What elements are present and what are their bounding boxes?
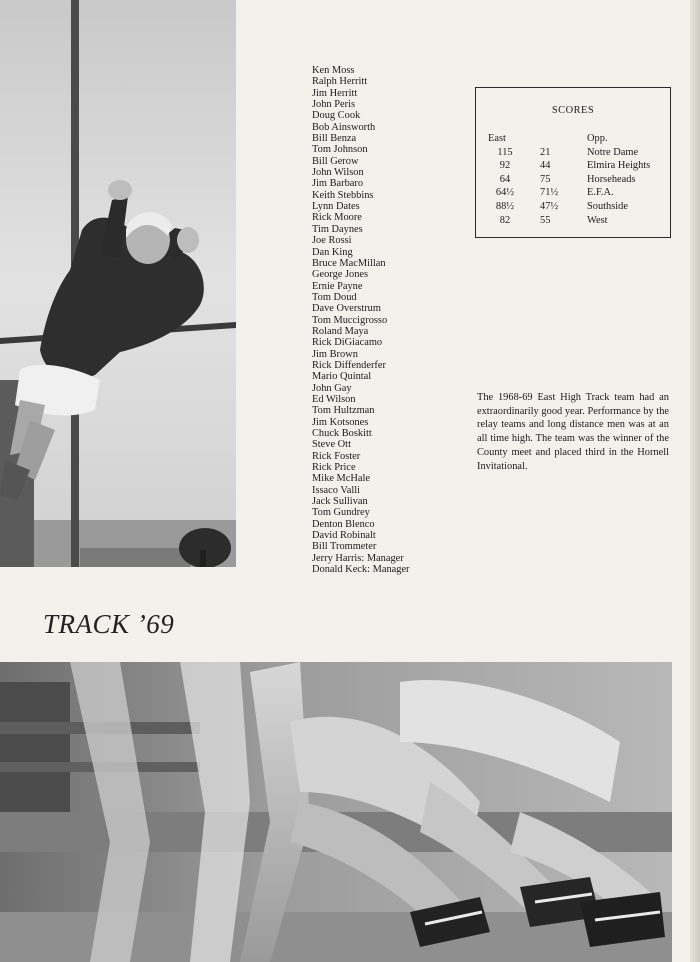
scores-header: [476, 133, 670, 147]
score-opp: 55: [540, 214, 551, 226]
score-east: 88½: [495, 200, 515, 212]
roster-name: Mario Quintal: [312, 371, 372, 383]
roster-name: John Gay: [312, 382, 352, 394]
score-east: 64: [499, 173, 511, 185]
roster-name: Rick Moore: [312, 212, 362, 224]
score-row: [476, 147, 670, 161]
roster-name: Bill Trommeter: [312, 541, 377, 553]
roster-name: Jim Brown: [312, 348, 358, 360]
score-row: [476, 187, 670, 201]
roster-name: Tim Daynes: [312, 223, 363, 235]
score-row: [476, 160, 670, 174]
roster-name: Joe Rossi: [312, 235, 352, 247]
roster-name: Ken Moss: [312, 65, 355, 76]
roster-name: Keith Stebbins: [312, 189, 374, 201]
roster-name: Jim Kotsones: [312, 416, 369, 428]
roster-name: Chuck Boskitt: [312, 428, 372, 439]
roster-name: Dan King: [312, 246, 353, 258]
roster-name: Bruce MacMillan: [312, 257, 386, 269]
score-east: 92: [499, 160, 511, 172]
score-opp: 47½: [540, 200, 559, 212]
score-row: [476, 174, 670, 188]
score-opponent: Horseheads: [587, 173, 636, 185]
score-row: [476, 201, 670, 215]
header-east: East: [488, 133, 506, 144]
team-roster: [312, 65, 462, 575]
roster-name: Jerry Harris: Manager: [312, 552, 404, 564]
roster-name: George Jones: [312, 269, 369, 281]
roster-name: Rick DiGiacamo: [312, 337, 383, 349]
roster-name: Dave Overstrum: [312, 303, 381, 315]
roster-name: Steve Ott: [312, 439, 351, 451]
score-east: 64½: [495, 187, 515, 199]
roster-name: Jack Sullivan: [312, 496, 368, 508]
score-opponent: Elmira Heights: [587, 160, 651, 172]
score-east: 82: [499, 214, 511, 226]
roster-name: Doug Cook: [312, 110, 361, 122]
score-opp: 71½: [540, 187, 559, 199]
roster-name: Bob Ainsworth: [312, 121, 376, 133]
score-opponent: Notre Dame: [587, 146, 639, 158]
roster-name: Jim Barbaro: [312, 178, 364, 190]
section-title: TRACK ’69: [43, 609, 175, 639]
roster-name: David Robinalt: [312, 530, 376, 542]
roster-name: Tom Muccigrosso: [312, 314, 388, 326]
roster-name: Lynn Dates: [312, 201, 360, 213]
roster-name: Bill Gerow: [312, 155, 359, 167]
roster-name: Issaco Valli: [312, 484, 360, 496]
roster-name: Ernie Payne: [312, 280, 363, 292]
season-summary: The 1968-69 East High Track team had an extraordinarily good year. Performance by the relay teams and long distance men was at an all time high. The team was the winner of the County meet and placed third in the Hornell Invitational.: [477, 392, 669, 472]
score-opponent: E.F.A.: [587, 187, 614, 199]
roster-name: Denton Blenco: [312, 518, 375, 530]
score-opp: 75: [540, 173, 551, 185]
roster-name: Roland Maya: [312, 325, 369, 337]
roster-name: Rick Price: [312, 462, 356, 474]
roster-name: Tom Gundrey: [312, 507, 370, 519]
roster-name: John Peris: [312, 99, 356, 111]
roster-name: Tom Johnson: [312, 144, 368, 156]
roster-name: Rick Diffenderfer: [312, 359, 386, 371]
pole-vault-illustration: [0, 0, 236, 567]
roster-name: Mike McHale: [312, 473, 370, 485]
runners-legs-photo: [0, 662, 672, 962]
roster-name: John Wilson: [312, 167, 364, 179]
roster-name: Donald Keck: Manager: [312, 564, 410, 576]
header-opp: Opp.: [587, 133, 608, 144]
page-edge: [690, 0, 700, 962]
roster-name: Ralph Herritt: [312, 76, 368, 88]
roster-name: Tom Hultzman: [312, 405, 375, 417]
scores-title: SCORES: [551, 105, 595, 116]
roster-name: Bill Benza: [312, 133, 357, 145]
score-east: 115: [497, 146, 513, 158]
score-opp: 21: [540, 146, 551, 158]
score-opp: 44: [540, 160, 551, 172]
roster-name: Tom Doud: [312, 291, 357, 303]
score-opponent: Southside: [587, 200, 628, 212]
runners-illustration: [0, 662, 672, 962]
roster-name: Ed Wilson: [312, 393, 356, 405]
pole-vault-photo: [0, 0, 236, 567]
scores-box: [475, 87, 671, 238]
score-opponent: West: [587, 214, 608, 226]
roster-name: Jim Herritt: [312, 87, 358, 99]
roster-name: Rick Foster: [312, 450, 361, 462]
score-row: [476, 215, 670, 229]
